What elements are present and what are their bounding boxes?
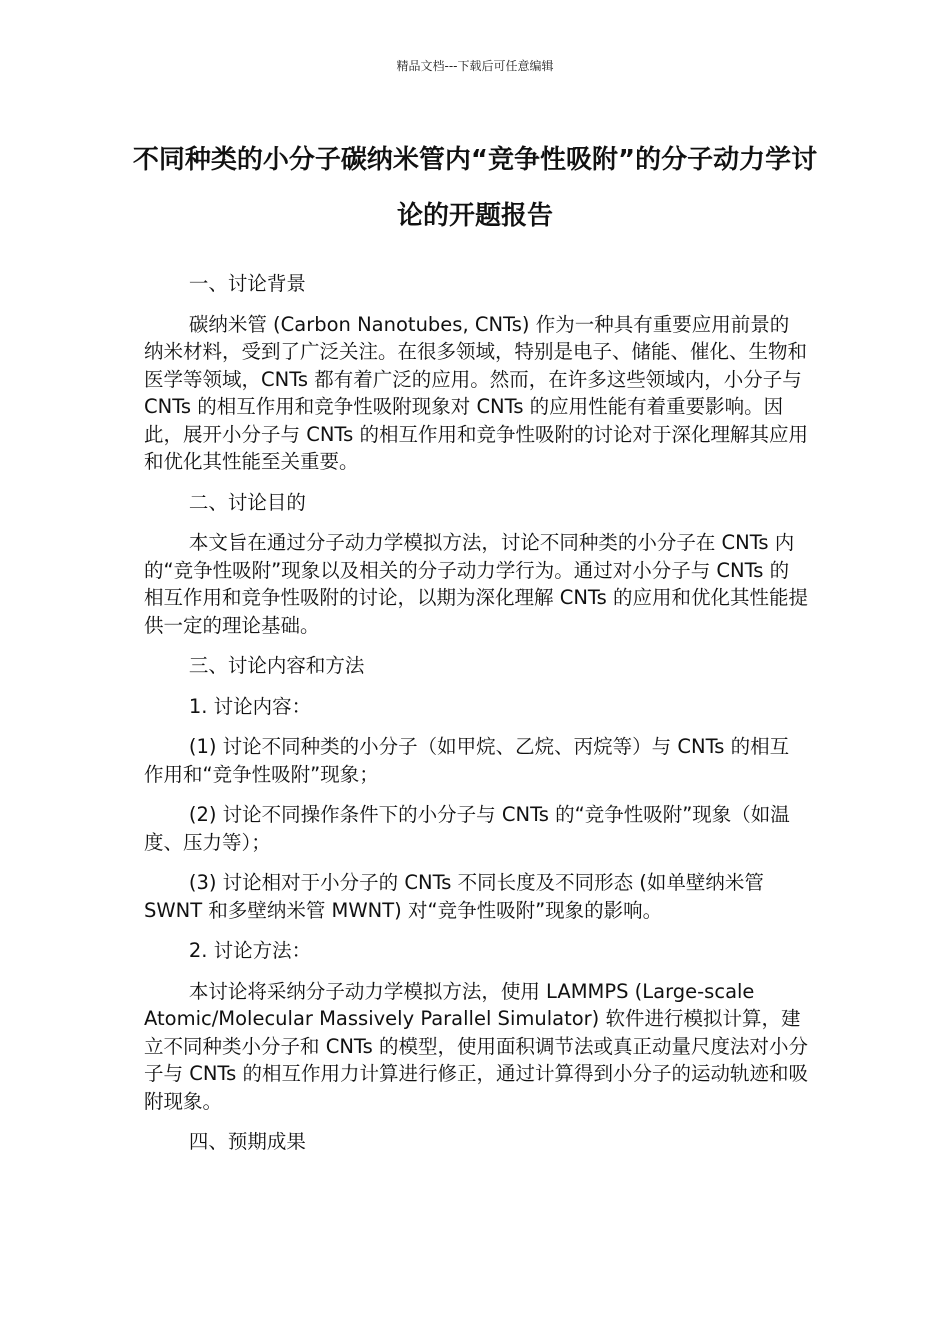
paragraph-purpose: 本文旨在通过分子动力学模拟方法，讨论不同种类的小分子在 CNTs 内的“竞争性吸附”现象以及相关的分子动力学行为。通过对小分子与 CNTs 的相互作用和竞争性吸附的讨论，以期为深化理解 CNTs 的应用和优化其性能提供一定的理论基础。 — [144, 531, 808, 637]
section-heading-purpose: 二、讨论目的 — [188, 490, 306, 514]
section-heading-background: 一、讨论背景 — [188, 272, 306, 295]
document-title: 不同种类的小分子碳纳米管内“竞争性吸附”的分子动力学讨论的开题报告 — [132, 145, 818, 231]
paragraph-method: 本讨论将采纳分子动力学模拟方法，使用 LAMMPS (Large-scale Atomic/Molecular Massively Parallel Simulator) 软件进行模拟计算，建立不同种类小分子和 CNTs 的模型，使用面积调节法或真正动量尺度法对小分子与 CNTs 的相互作用力计算进行修正，通过计算得到小分子的运动轨迹和吸附现象。 — [144, 979, 808, 1113]
list-item-content-1: (1) 讨论不同种类的小分子（如甲烷、乙烷、丙烷等）与 CNTs 的相互作用和“竞争性吸附”现象； — [144, 735, 790, 786]
document-body — [144, 270, 808, 1169]
subheading-method: 2. 讨论方法： — [188, 939, 312, 962]
list-item-content-2: (2) 讨论不同操作条件下的小分子与 CNTs 的“竞争性吸附”现象（如温度、压力等）； — [144, 803, 790, 854]
header-note: 精品文档---下载后可任意编辑 — [396, 59, 554, 73]
subheading-content: 1. 讨论内容： — [188, 694, 312, 718]
section-heading-content-method: 三、讨论内容和方法 — [188, 654, 365, 677]
paragraph-background: 碳纳米管 (Carbon Nanotubes, CNTs) 作为一种具有重要应用前景的纳米材料，受到了广泛关注。在很多领域，特别是电子、储能、催化、生物和医学等领域，CNTs 都有着广泛的应用。然而，在许多这些领域内，小分子与 CNTs 的相互作用和竞争性吸附现象对 CNTs 的应用性能有着重要影响。因此，展开小分子与 CNTs 的相互作用和竞争性吸附的讨论对于深化理解其应用和优化其性能至关重要。 — [144, 312, 808, 473]
section-heading-expected-results: 四、预期成果 — [188, 1130, 306, 1153]
list-item-content-3: (3) 讨论相对于小分子的 CNTs 不同长度及不同形态 (如单壁纳米管 SWNT 和多壁纳米管 MWNT) 对“竞争性吸附”现象的影响。 — [144, 871, 764, 922]
